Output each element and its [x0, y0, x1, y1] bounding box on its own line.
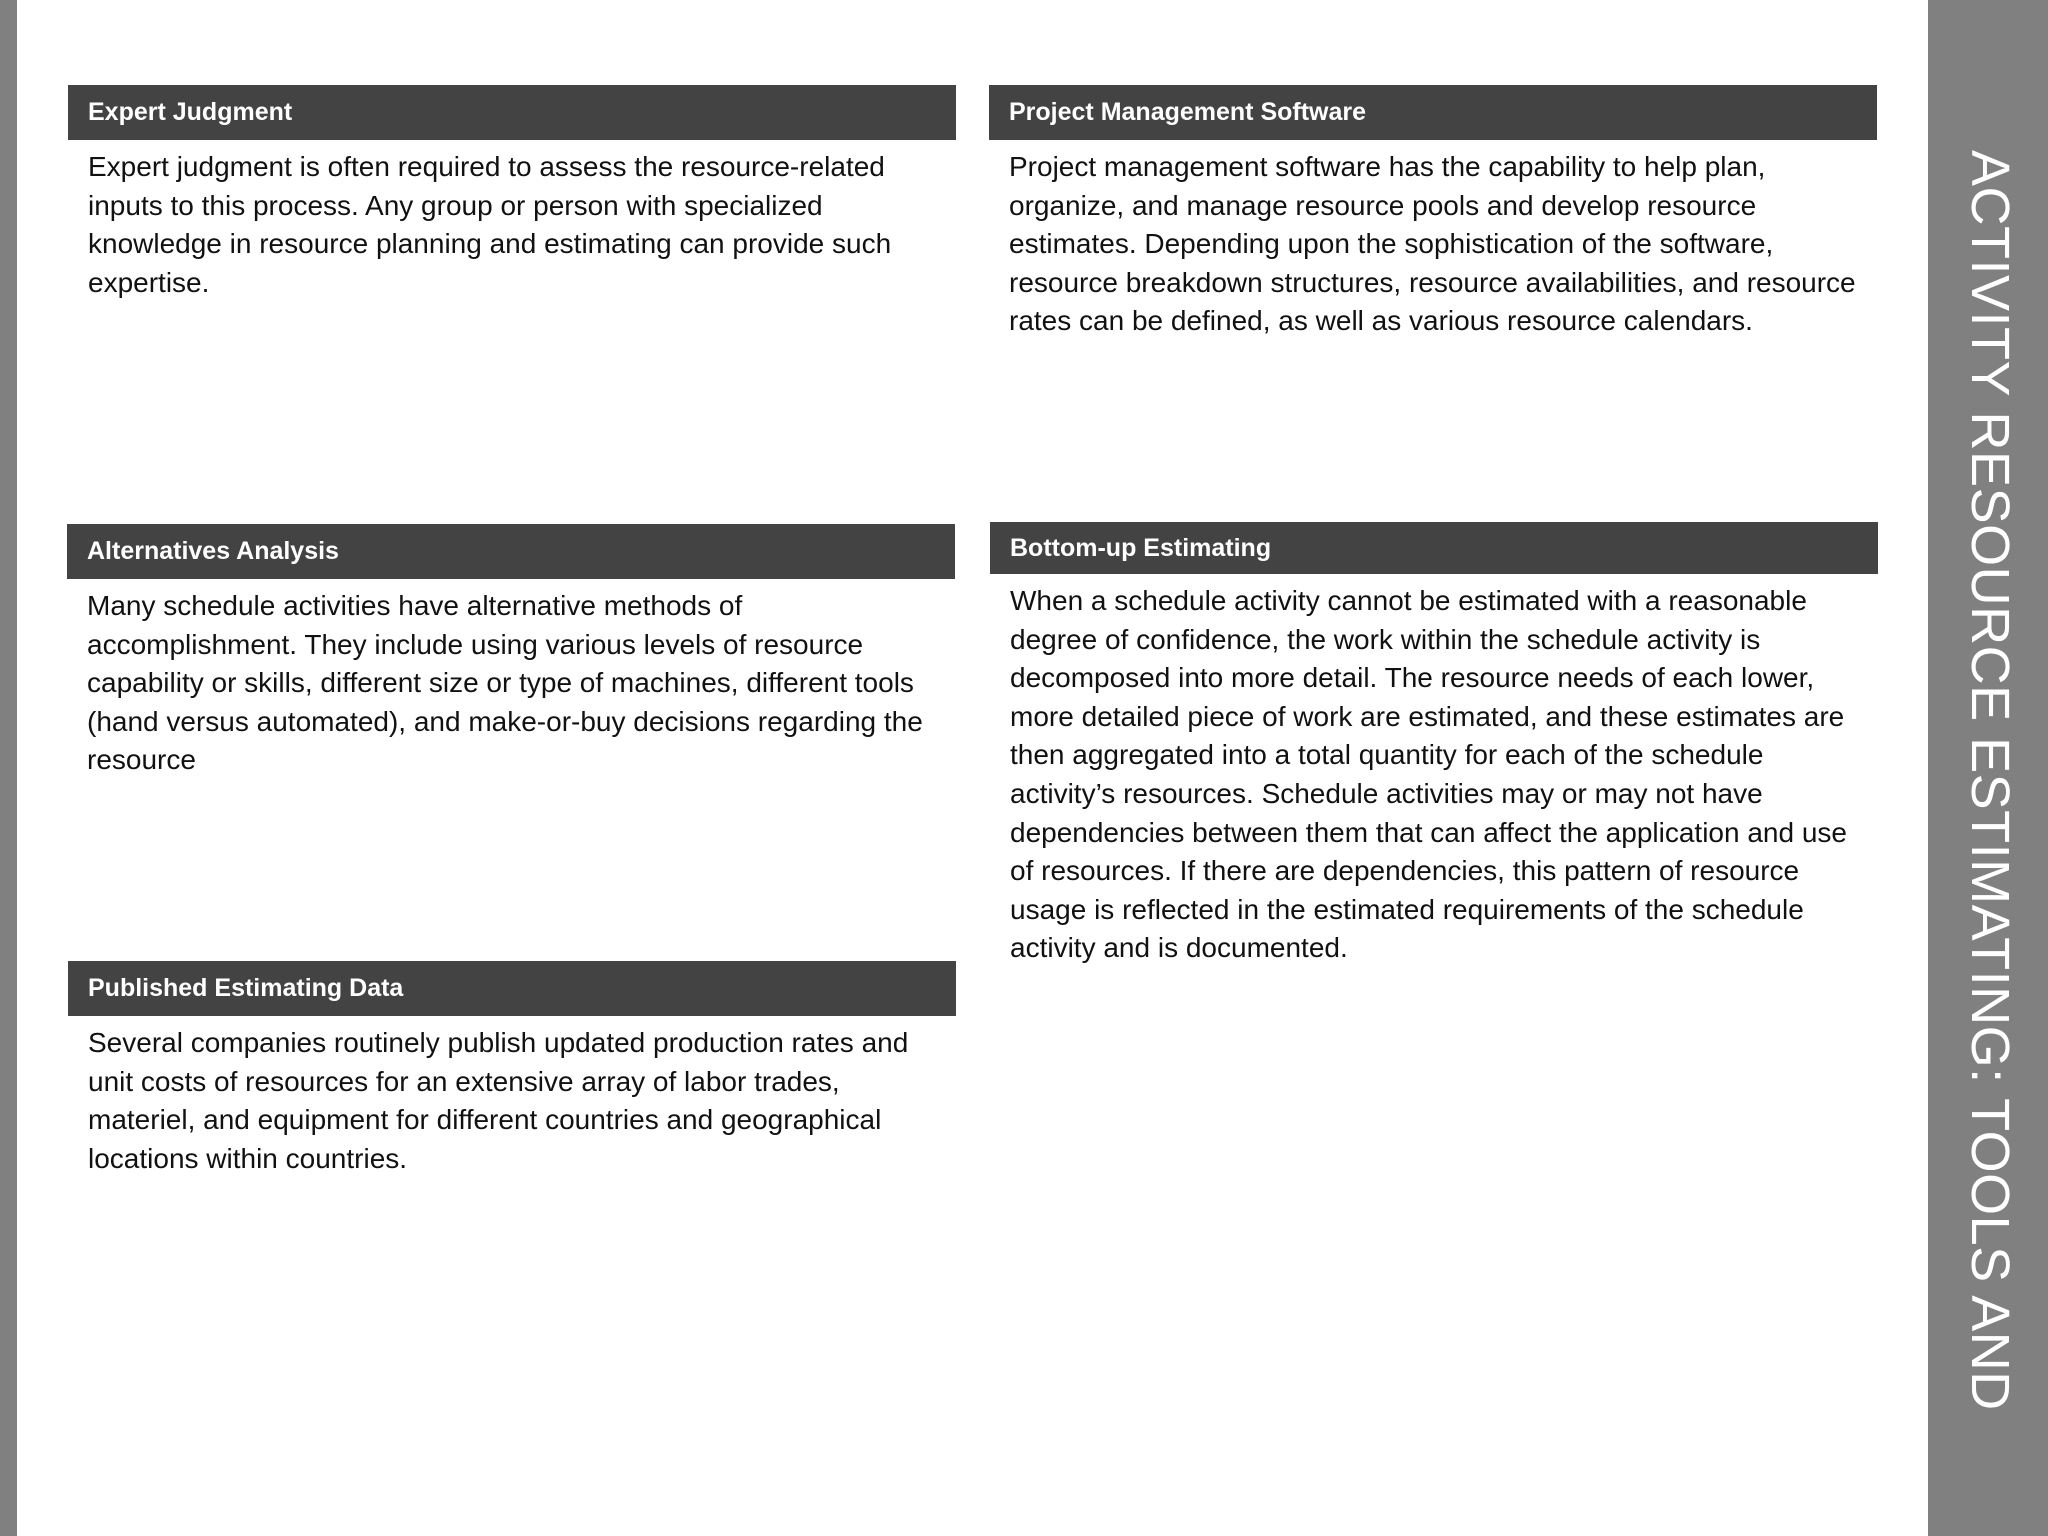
card-project-management-software-body: Project management software has the capability to help plan, organize, and manage resource pools and develop resource estimates. Depending upon the sophistication of the software, resource breakdown structures, resource availabilities, and resource rates can be defined, as well as various resource calendars. — [1009, 151, 1856, 337]
card-bottom-up-estimating — [990, 522, 1878, 968]
card-alternatives-analysis — [67, 524, 955, 780]
card-alternatives-analysis-body: Many schedule activities have alternative methods of accomplishment. They include using various levels of resource capability or skills, different size or type of machines, different tools (hand versus automated), and make-or-buy decisions regarding the resource — [87, 590, 923, 776]
card-project-management-software — [989, 85, 1877, 341]
card-published-estimating-data-body: Several companies routinely publish updated production rates and unit costs of resources for an extensive array of labor trades, materiel, and equipment for different countries and geographical locations within countries. — [88, 1027, 909, 1174]
card-expert-judgment — [68, 85, 956, 302]
card-alternatives-analysis-title: Alternatives Analysis — [67, 524, 955, 579]
card-expert-judgment-body: Expert judgment is often required to assess the resource-related inputs to this process. Any group or person with specialized knowledge in resource planning and estimating can provide such expertise. — [88, 151, 892, 298]
card-bottom-up-estimating-title: Bottom-up Estimating — [990, 522, 1878, 574]
card-published-estimating-data-title: Published Estimating Data — [68, 961, 956, 1016]
card-bottom-up-estimating-body: When a schedule activity cannot be estimated with a reasonable degree of confidence, the work within the schedule activity is decomposed into more detail. The resource needs of each lower, more detailed piece of work are estimated, and these estimates are then aggregated into a total quantity for each of the schedule activity’s resources. Schedule activities may or may not have dependencies between them that can affect the application and use of resources. If there are dependencies, this pattern of resource usage is reflected in the estimated requirements of the schedule activity and is documented. — [1010, 585, 1847, 964]
card-expert-judgment-title: Expert Judgment — [68, 85, 956, 140]
card-published-estimating-data — [68, 961, 956, 1178]
left-border-bar — [0, 0, 17, 1536]
slide-side-title: ACTIVITY RESOURCE ESTIMATING: TOOLS AND — [1960, 150, 2020, 1411]
card-project-management-software-title: Project Management Software — [989, 85, 1877, 140]
